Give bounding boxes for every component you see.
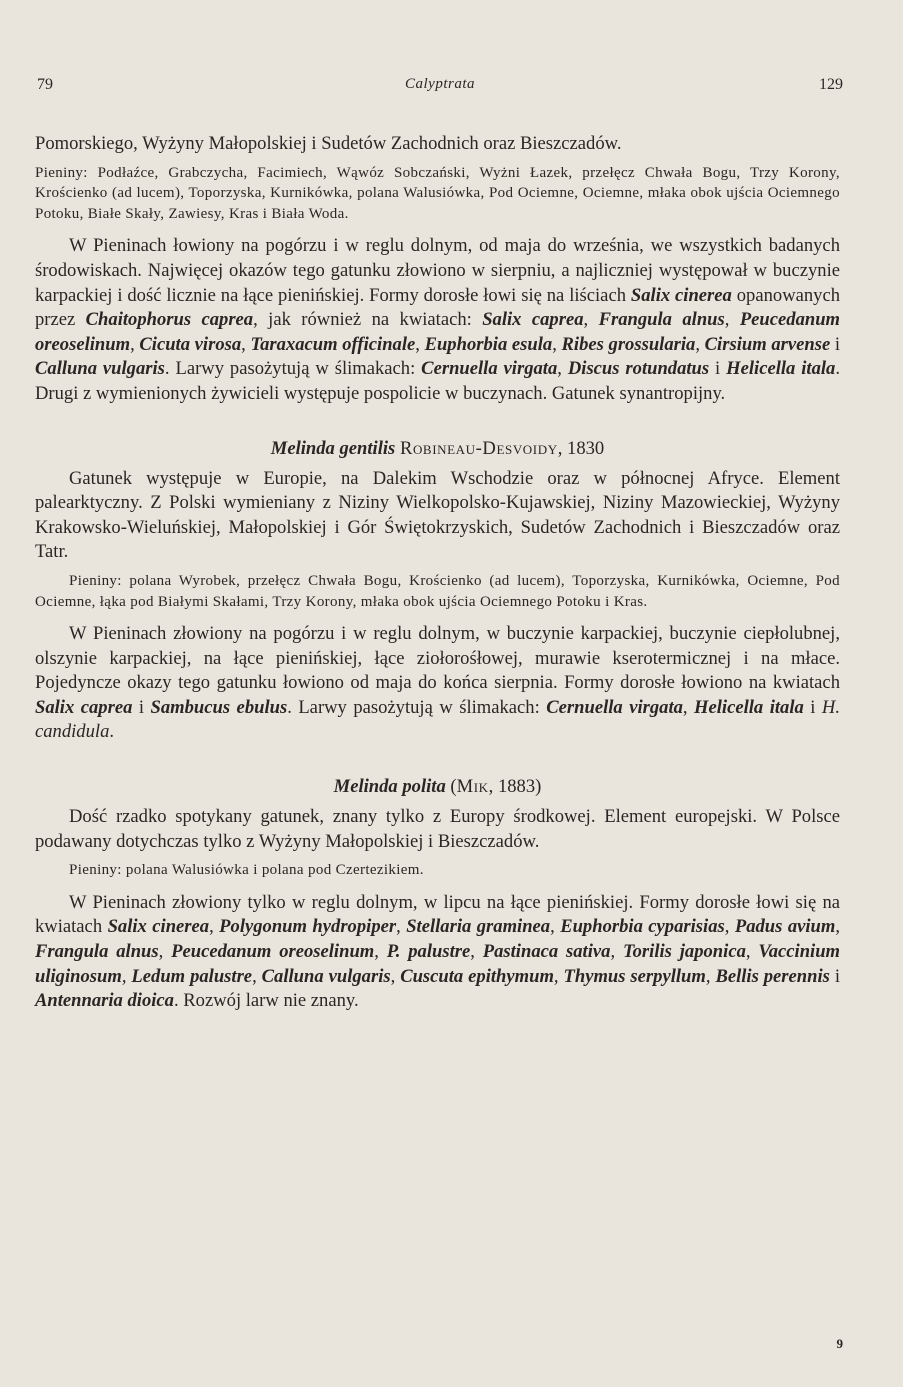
species-name: H. candidula <box>35 696 840 743</box>
locality-lead: Pieniny: <box>35 164 88 181</box>
species-name: Helicella itala <box>726 358 836 380</box>
species-name: Stellaria graminea <box>406 916 551 938</box>
species-name: Frangula alnus <box>598 309 725 331</box>
species-name: Helicella itala <box>694 696 804 718</box>
paragraph-distribution-3: Dość rzadko spotykany gatunek, znany tylko z Europy środkowej. Element europejski. W Polsce podawany dotychczas tylko z Wyżyny Małopolskiej i Bieszczadów. <box>35 806 840 852</box>
running-header <box>37 76 843 98</box>
locality-lead: Pieniny: <box>69 572 122 589</box>
species-name: Cernuella virgata <box>421 358 558 380</box>
species-name: Torilis japonica <box>622 941 746 963</box>
species-name: Polygonum hydropiper <box>219 916 397 938</box>
left-page-number: 79 <box>37 76 53 93</box>
species-name: Frangula alnus <box>35 941 159 963</box>
species-name: Calluna vulgaris <box>35 358 165 380</box>
paragraph-distribution-2: Gatunek występuje w Europie, na Dalekim Wschodzie oraz w północnej Afryce. Element palearktyczny. Z Polski wymieniany z Niziny Wielkopolsko-Kujawskiej, Niziny Mazowieckiej, Wyżyny Krakowsko-Wieluńskiej, Małopolskiej i Gór Świętokrzyskich, Sudetów Zachodnich i Bieszczadów oraz Tatr. <box>35 467 840 563</box>
species-name: Calluna vulgaris <box>261 965 391 987</box>
species-name: Pastinaca sativa <box>482 941 611 963</box>
heading-year: , 1883) <box>488 776 542 798</box>
species-name: Cirsium arvense <box>704 333 831 355</box>
locality-list-pieniny-1 <box>35 163 840 225</box>
species-name: Antennaria dioica <box>35 990 174 1012</box>
species-name: Discus rotundatus <box>567 358 710 380</box>
species-name: Ledum palustre <box>131 965 253 987</box>
species-name: P. palustre <box>386 941 471 963</box>
heading-species: Melinda polita <box>333 776 446 798</box>
paragraph-ecology-2: W Pieninach złowiony na pogórzu i w reglu dolnym, w buczynie karpackiej, buczynie ciepłolubnej, olszynie karpackiej, na łące pienińskiej, łące ziołorośłowej, murawie kserotermicznej i na młace. Pojedyncze okazy tego gatunku łowiono od maja do końca sierpnia. Formy dorosłe łowiono na kwiatach Salix caprea i Sambucus ebulus. Larwy pasożytują w ślimakach: Cernuella virgata, Helicella itala i H. candidula. <box>35 623 840 743</box>
species-name: Salix cinerea <box>630 284 732 306</box>
signature-mark: 9 <box>836 1336 843 1351</box>
species-name: Taraxacum officinale <box>250 333 416 355</box>
species-name: Euphorbia cyparisias <box>560 916 725 938</box>
species-name: Peucedanum oreoselinum <box>35 309 841 355</box>
heading-author: Robineau-Desvoidy <box>399 437 558 459</box>
species-name: Salix cinerea <box>107 916 210 938</box>
locality-list-pieniny-3 <box>35 860 840 881</box>
species-name: Bellis perennis <box>715 965 830 987</box>
species-name: Ribes grossularia <box>561 333 696 355</box>
species-name: Vaccinium uliginosum <box>35 941 841 987</box>
heading-year: , 1830 <box>557 437 605 459</box>
running-title: Calyptrata <box>404 76 475 92</box>
paragraph-ecology-1: W Pieninach łowiony na pogórzu i w reglu dolnym, od maja do września, we wszystkich badanych środowiskach. Najwięcej okazów tego gatunku złowiono w sierpniu, a najliczniej występował w buczynie karpackiej i dość licznie na łące pienińskiej. Formy dorosłe łowi się na liściach Salix cinerea opanowanych przez Chaitophorus caprea, jak również na kwiatach: Salix caprea, Frangula alnus, Peucedanum oreoselinum, Cicuta virosa, Taraxacum officinale, Euphorbia esula, Ribes grossularia, Cirsium arvense i Calluna vulgaris. Larwy pasożytują w ślimakach: Cernuella virgata, Discus rotundatus i Helicella itala. Drugi z wymienionych żywicieli występuje pospolicie w buczynach. Gatunek synantropijny. <box>35 235 841 404</box>
species-name: Cernuella virgata <box>546 696 683 718</box>
species-name: Cicuta virosa <box>139 333 242 355</box>
page-content <box>35 132 840 1014</box>
species-name: Sambucus ebulus <box>150 696 288 718</box>
species-name: Chaitophorus caprea <box>85 309 254 331</box>
species-heading-melinda-polita: Melinda polita (Mik, 1883) <box>333 776 542 798</box>
species-name: Cuscuta epithymum <box>400 965 554 987</box>
species-name: Salix caprea <box>35 696 133 718</box>
right-page-number: 129 <box>819 76 843 93</box>
species-heading-melinda-gentilis <box>35 437 840 461</box>
paragraph-distribution-continued: Pomorskiego, Wyżyny Małopolskiej i Sudetów Zachodnich oraz Bieszczadów. <box>35 133 622 154</box>
locality-list-pieniny-2 <box>35 571 840 612</box>
paragraph-ecology-3: W Pieninach złowiony tylko w reglu dolnym, w lipcu na łące pienińskiej. Formy dorosłe łowi się na kwiatach Salix cinerea, Polygonum hydropiper, Stellaria graminea, Euphorbia cyparisias, Padus avium, Frangula alnus, Peucedanum oreoselinum, P. palustre, Pastinaca sativa, Torilis japonica, Vaccinium uliginosum, Ledum palustre, Calluna vulgaris, Cuscuta epithymum, Thymus serpyllum, Bellis perennis i Antennaria dioica. Rozwój larw nie znany. <box>35 891 841 1012</box>
species-name: Euphorbia esula <box>424 333 553 355</box>
locality-lead: Pieniny: <box>69 862 122 879</box>
heading-author: Mik <box>456 776 489 798</box>
species-name: Peucedanum oreoselinum <box>171 941 375 963</box>
locality-text: polana Walusiówka i polana pod Czertezikiem. <box>121 862 424 879</box>
locality-text: polana Wyrobek, przełęcz Chwała Bogu, Krościenko (ad lucem), Toporzyska, Kurnikówka, Ociemne, Pod Ociemne, łąka pod Białymi Skałami, Trzy Korony, młaka obok ujścia Ociemnego Potoku i Kras. <box>35 572 840 610</box>
heading-species: Melinda gentilis <box>270 437 396 459</box>
species-name: Salix caprea <box>482 309 584 331</box>
species-name: Thymus serpyllum <box>563 965 706 987</box>
species-name: Padus avium <box>734 916 836 938</box>
locality-text: Podłaźce, Grabczycha, Facimiech, Wąwóz Sobczański, Wyżni Łazek, przełęcz Chwała Bogu, Trzy Korony, Krościenko (ad lucem), Toporzyska, Kurnikówka, polana Walusiówka, Pod Ociemne, Ociemne, młaka obok ujścia Ociemnego Potoku, Białe Skały, Zawiesy, Kras i Biała Woda. <box>35 164 840 222</box>
